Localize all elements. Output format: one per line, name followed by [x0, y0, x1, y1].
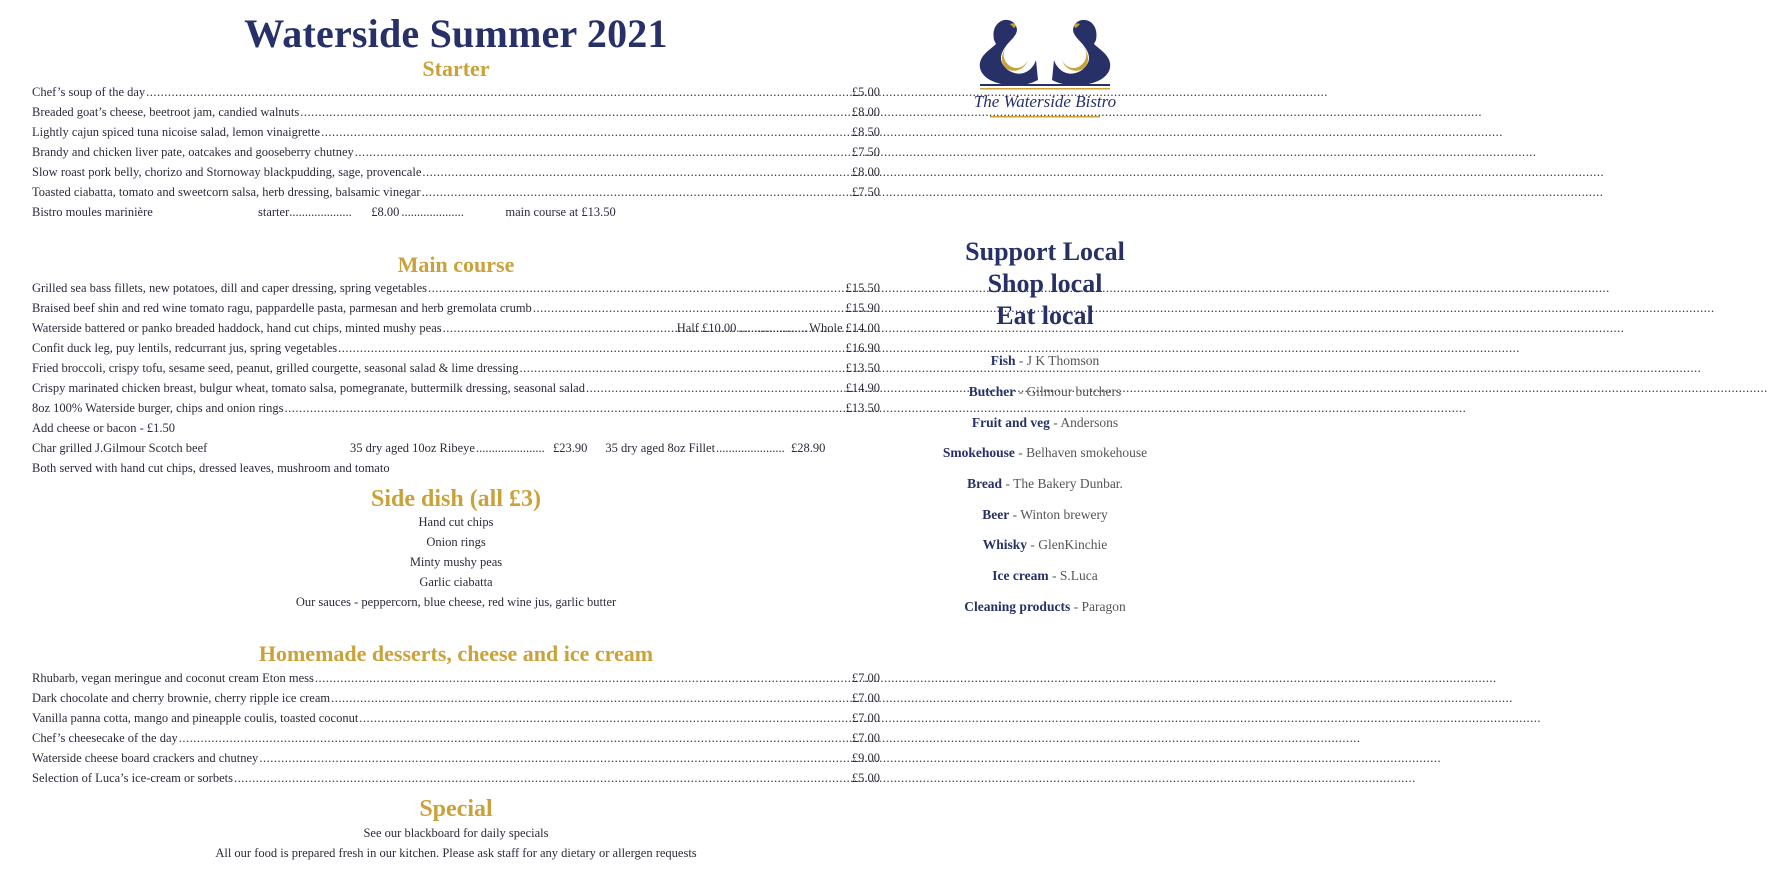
sauces-note: Our sauces - peppercorn, blue cheese, red wine jus, garlic butter — [295, 595, 617, 609]
served-note: Both served with hand cut chips, dressed leaves, mushroom and tomato — [32, 461, 390, 475]
menu-item: Braised beef shin and red wine tomato ragu, pappardelle pasta, parmesan and herb gremolata crumb ..... £15.90 — [32, 298, 880, 318]
menu-item: Crispy marinated chicken breast, bulgur wheat, tomato salsa, pomegranate, buttermilk dressing, seasonal salad ..... £14.90 — [32, 378, 880, 398]
supplier-item: Whisky - GlenKinchie — [982, 537, 1108, 552]
desserts-list — [32, 668, 880, 788]
menu-item: Selection of Luca’s ice-cream or sorbets ..... £5.00 — [32, 768, 880, 788]
menu-item: Chef’s cheesecake of the day ..... £7.00 — [32, 728, 880, 748]
sides-list — [0, 512, 912, 612]
supplier-item: Butcher - Gilmour butchers — [968, 384, 1122, 399]
supplier-item: Bread - The Bakery Dunbar. — [967, 476, 1123, 491]
side-item: Hand cut chips — [418, 515, 494, 529]
menu-title: Waterside Summer 2021 — [244, 11, 668, 56]
supplier-item: Fish - J K Thomson — [990, 353, 1100, 368]
side-item: Minty mushy peas — [409, 555, 503, 569]
menu-item: Waterside cheese board crackers and chutney ..... £9.00 — [32, 748, 880, 768]
supplier-item: Beer - Winton brewery — [982, 507, 1108, 522]
desserts-heading: Homemade desserts, cheese and ice cream — [258, 641, 654, 666]
haddock-item: Waterside battered or panko breaded haddock, hand cut chips, minted mushy peas ..... Half £10.00 ...................... Whole £14.00 — [32, 318, 880, 338]
main-heading: Main course — [397, 252, 515, 277]
menu-item: Rhubarb, vegan meringue and coconut cream Eton mess ..... £7.00 — [32, 668, 880, 688]
menu-item: Vanilla panna cotta, mango and pineapple coulis, toasted coconut ..... £7.00 — [32, 708, 880, 728]
special-notes — [0, 823, 912, 863]
menu-item: Fried broccoli, crispy tofu, sesame seed, peanut, grilled courgette, seasonal salad & lime dressing ..... £13.50 — [32, 358, 880, 378]
menu-item: Toasted ciabatta, tomato and sweetcorn salsa, herb dressing, balsamic vinegar ..... £7.50 — [32, 182, 880, 202]
starter-heading: Starter — [422, 56, 490, 81]
main-list — [32, 278, 880, 478]
special-heading: Special — [419, 796, 493, 822]
side-item: Garlic ciabatta — [419, 575, 493, 589]
logo-text: The Waterside Bistro — [973, 92, 1117, 111]
starter-list — [32, 82, 880, 222]
support-local-heading: Support Local Shop local Eat local — [965, 237, 1125, 330]
menu-item: Dark chocolate and cherry brownie, cherry ripple ice cream ..... £7.00 — [32, 688, 880, 708]
add-cheese-note: Add cheese or bacon - £1.50 — [32, 421, 176, 435]
menu-item: Confit duck leg, puy lentils, redcurrant jus, spring vegetables ..... £16.90 — [32, 338, 880, 358]
menu-item: 8oz 100% Waterside burger, chips and onion rings ..... £13.50 — [32, 398, 880, 418]
swan-logo-icon — [950, 10, 1140, 130]
supplier-item: Smokehouse - Belhaven smokehouse — [942, 445, 1148, 460]
supplier-item: Fruit and veg - Andersons — [971, 415, 1119, 430]
allergen-note: All our food is prepared fresh in our kitchen. Please ask staff for any dietary or allergen requests — [215, 846, 697, 860]
supplier-item: Ice cream - S.Luca — [992, 568, 1098, 583]
moules-item: Bistro moules marinière starter .................... £8.00 .................... main course at £13.50 — [32, 205, 616, 219]
side-item: Onion rings — [426, 535, 486, 549]
menu-item: Slow roast pork belly, chorizo and Stornoway blackpudding, sage, provencale ..... £8.00 — [32, 162, 880, 182]
menu-item: Lightly cajun spiced tuna nicoise salad, lemon vinaigrette ..... £8.50 — [32, 122, 880, 142]
sides-heading: Side dish (all £3) — [370, 486, 542, 512]
menu-item: Brandy and chicken liver pate, oatcakes and gooseberry chutney ..... £7.50 — [32, 142, 880, 162]
special-line: See our blackboard for daily specials — [363, 826, 549, 840]
menu-item: Breaded goat’s cheese, beetroot jam, candied walnuts ..... £8.00 — [32, 102, 880, 122]
beef-item: Char grilled J.Gilmour Scotch beef 35 dry aged 10oz Ribeye ...................... £23.90 35 dry aged 8oz Fillet ...................... £28.90 — [32, 441, 826, 455]
supplier-item: Cleaning products - Paragon — [964, 599, 1126, 614]
menu-item: Grilled sea bass fillets, new potatoes, dill and caper dressing, spring vegetables ..... £15.50 — [32, 278, 880, 298]
menu-item: Chef’s soup of the day ..... £5.00 — [32, 82, 880, 102]
